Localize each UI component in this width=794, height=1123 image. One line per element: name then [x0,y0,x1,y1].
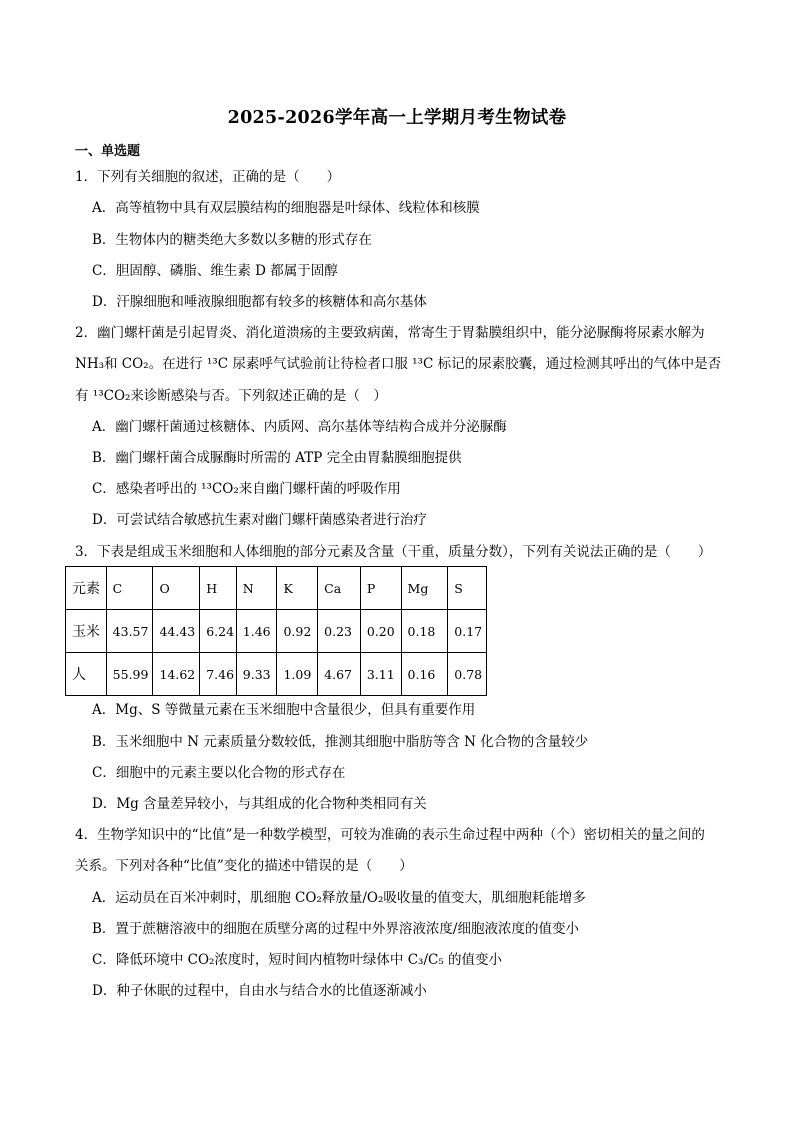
table-cell: N [236,567,277,610]
page-title: 2025-2026学年高一上学期月考生物试卷 [227,108,567,128]
question-1-option-c: C．胆固醇、磷脂、维生素 D 都属于固醇 [92,263,338,279]
table-cell: C [106,567,153,610]
question-4-option-d: D．种子休眠的过程中，自由水与结合水的比值逐渐减小 [92,983,427,999]
table-cell: 人 [66,653,107,696]
table-cell: 1.09 [277,653,318,696]
table-cell: S [448,567,487,610]
table-header-row [66,567,487,610]
table-cell: 0.23 [318,610,361,653]
question-3-option-d: D．Mg 含量差异较小，与其组成的化合物种类相同有关 [92,796,427,812]
question-1-option-a: A．高等植物中具有双层膜结构的细胞器是叶绿体、线粒体和核膜 [92,200,480,216]
table-cell: 43.57 [106,610,153,653]
question-1-stem: 1．下列有关细胞的叙述，正确的是（ ） [75,169,341,185]
table-cell: 0.78 [448,653,487,696]
table-cell: 55.99 [106,653,153,696]
question-4-stem-line1: 4．生物学知识中的“比值”是一种数学模型，可较为准确的表示生命过程中两种（个）密切相关的量之间的 [75,827,705,843]
question-3-option-b: B．玉米细胞中 N 元素质量分数较低，推测其细胞中脂肪等含 N 化合物的含量较少 [92,734,589,750]
question-3-option-a: A．Mg、S 等微量元素在玉米细胞中含量很少，但具有重要作用 [92,702,476,718]
question-4-option-a: A．运动员在百米冲刺时，肌细胞 CO₂释放量/O₂吸收量的值变大，肌细胞耗能增多 [92,890,586,906]
question-2-stem-line2: NH₃和 CO₂。在进行 ¹³C 尿素呼气试验前让待检者口服 ¹³C 标记的尿素胶囊，通过检测其呼出的气体中是否 [75,356,722,372]
question-2-option-d: D．可尝试结合敏感抗生素对幽门螺杆菌感染者进行治疗 [92,512,427,528]
table-cell: 3.11 [360,653,401,696]
table-cell: 玉米 [66,610,107,653]
table-cell: P [360,567,401,610]
question-4-option-b: B．置于蔗糖溶液中的细胞在质壁分离的过程中外界溶液浓度/细胞液浓度的值变小 [92,921,579,937]
question-2-stem-line1: 2．幽门螺杆菌是引起胃炎、消化道溃疡的主要致病菌，常寄生于胃黏膜组织中，能分泌脲酶将尿素水解为 [75,325,705,341]
table-cell: 1.46 [236,610,277,653]
table-cell: 0.18 [401,610,448,653]
question-4-stem-line2: 关系。下列对各种“比值”变化的描述中错误的是（ ） [75,858,413,874]
table-row [66,653,487,696]
table-cell: 0.16 [401,653,448,696]
element-content-table [65,566,487,696]
table-cell: 14.62 [153,653,200,696]
question-3-stem: 3．下表是组成玉米细胞和人体细胞的部分元素及含量（干重，质量分数），下列有关说法正确的是（ ） [75,544,712,560]
table-cell: 0.17 [448,610,487,653]
table-cell: 7.46 [200,653,237,696]
table-cell: H [200,567,237,610]
table-cell: 9.33 [236,653,277,696]
table-cell: 44.43 [153,610,200,653]
table-row [66,610,487,653]
table-cell: 0.20 [360,610,401,653]
question-2-stem-line3: 有 ¹³CO₂来诊断感染与否。下列叙述正确的是（ ） [75,388,387,404]
table-cell: K [277,567,318,610]
question-1-option-d: D．汗腺细胞和唾液腺细胞都有较多的核糖体和高尔基体 [92,294,427,310]
section-heading: 一、单选题 [75,144,141,159]
table-cell: 6.24 [200,610,237,653]
table-cell: Ca [318,567,361,610]
question-4-option-c: C．降低环境中 CO₂浓度时，短时间内植物叶绿体中 C₃/C₅ 的值变小 [92,952,503,968]
table-cell: 4.67 [318,653,361,696]
table-cell: 0.92 [277,610,318,653]
question-2-option-c: C．感染者呼出的 ¹³CO₂来自幽门螺杆菌的呼吸作用 [92,481,401,497]
table-cell: O [153,567,200,610]
question-1-option-b: B．生物体内的糖类绝大多数以多糖的形式存在 [92,232,372,248]
table-cell: Mg [401,567,448,610]
table-cell: 元素 [66,567,107,610]
question-3-option-c: C．细胞中的元素主要以化合物的形式存在 [92,765,346,781]
question-2-option-a: A．幽门螺杆菌通过核糖体、内质网、高尔基体等结构合成并分泌脲酶 [92,419,507,435]
question-2-option-b: B．幽门螺杆菌合成脲酶时所需的 ATP 完全由胃黏膜细胞提供 [92,450,462,466]
